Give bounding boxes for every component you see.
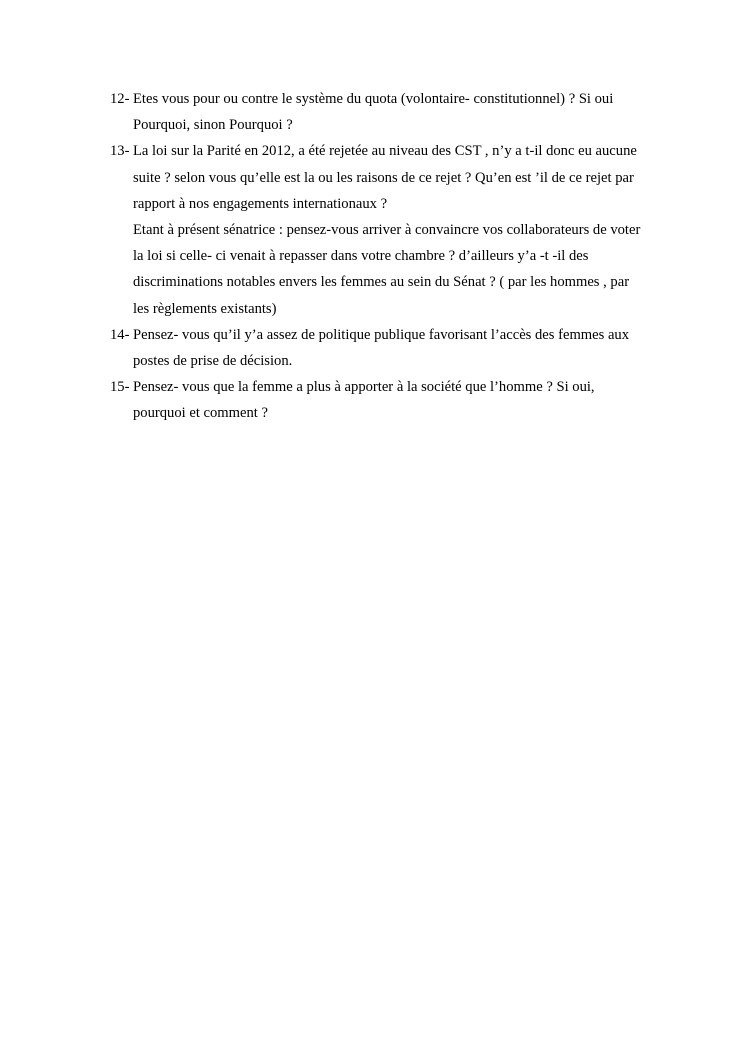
question-number: 15- xyxy=(110,379,130,396)
question-text-line: discriminations notables envers les femmes au sein du Sénat ? ( par les hommes , par xyxy=(133,274,630,291)
question-text-line: Etes vous pour ou contre le système du quota (volontaire- constitutionnel) ? Si oui xyxy=(133,91,614,107)
question-text-line: postes de prise de décision. xyxy=(133,353,293,370)
question-item-12 xyxy=(110,86,670,138)
question-text-line: la loi si celle- ci venait à repasser dans votre chambre ? d’ailleurs y’a -t -il des xyxy=(133,248,589,265)
question-text-line: suite ? selon vous qu’elle est la ou les raisons de ce rejet ? Qu’en est ’il de ce rejet par xyxy=(133,169,634,186)
question-text-line: les règlements existants) xyxy=(133,300,277,317)
question-text-line: Etant à présent sénatrice : pensez-vous arriver à convaincre vos collaborateurs de voter xyxy=(133,222,641,239)
question-item-13 xyxy=(110,138,670,321)
question-number: 14- xyxy=(110,326,130,343)
question-item-14 xyxy=(110,322,670,374)
question-text-line: Pensez- vous que la femme a plus à apporter à la société que l’homme ? Si oui, xyxy=(133,379,595,396)
question-item-15 xyxy=(110,374,670,426)
question-text-line: Pourquoi, sinon Pourquoi ? xyxy=(133,117,293,134)
question-number: 13- xyxy=(110,143,130,160)
question-text-line: pourquoi et comment ? xyxy=(133,405,268,422)
question-text-line: Pensez- vous qu’il y’a assez de politique publique favorisant l’accès des femmes aux xyxy=(133,326,630,343)
question-text-line: rapport à nos engagements internationaux ? xyxy=(133,195,388,212)
question-list xyxy=(110,86,670,427)
question-number: 12- xyxy=(110,91,130,107)
question-text-line: La loi sur la Parité en 2012, a été rejetée au niveau des CST , n’y a t-il donc eu aucune xyxy=(133,143,637,160)
